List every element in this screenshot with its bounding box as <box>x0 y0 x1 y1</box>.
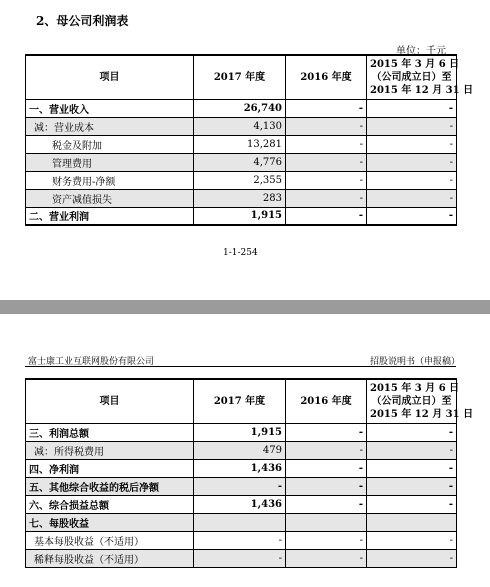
table-row <box>26 207 457 225</box>
col-header-2015-line1: 2015 年 3 月 6 日 <box>370 382 460 394</box>
cell-2017: 1,436 <box>194 495 286 513</box>
cell-2015: - <box>367 441 457 459</box>
table-row <box>26 513 457 531</box>
cell-2017: 479 <box>194 441 286 459</box>
cell-2017: 283 <box>194 189 286 207</box>
col-header-2015-line3: 2015 年 12 月 31 日 <box>370 84 474 96</box>
section-title: 2、母公司利润表 <box>36 14 129 28</box>
cell-2016: - <box>286 117 367 135</box>
cell-2016: - <box>286 153 367 171</box>
cell-2015: - <box>367 549 457 567</box>
row-label: 二、营业利润 <box>26 207 194 225</box>
running-header-doc-title: 招股说明书（申报稿） <box>370 357 461 367</box>
table-row <box>26 153 457 171</box>
cell-2017: 1,915 <box>194 207 286 225</box>
row-label: 三、利润总额 <box>26 423 194 441</box>
row-label: 减：营业成本 <box>26 117 194 135</box>
cell-2016: - <box>286 99 367 117</box>
cell-2017: 4,130 <box>194 117 286 135</box>
cell-2017: 1,915 <box>194 423 286 441</box>
row-label: 四、净利润 <box>26 459 194 477</box>
table-row <box>26 549 457 567</box>
col-header-2016: 2016 年度 <box>286 55 367 99</box>
table-row <box>26 495 457 513</box>
cell-2015: - <box>367 99 457 117</box>
table-row <box>26 477 457 495</box>
table-row <box>26 117 457 135</box>
cell-2017: - <box>194 549 286 567</box>
table-row <box>26 441 457 459</box>
col-header-2015 <box>367 55 474 99</box>
row-label: 资产减值损失 <box>26 189 194 207</box>
cell-2017: 1,436 <box>194 459 286 477</box>
header-rule <box>25 366 456 367</box>
cell-2017: 26,740 <box>194 99 286 117</box>
cell-2016: - <box>286 135 367 153</box>
table-row <box>26 189 457 207</box>
cell-2015: - <box>367 477 457 495</box>
cell-2015: - <box>367 459 457 477</box>
col-header-2017: 2017 年度 <box>194 379 286 423</box>
col-header-2016: 2016 年度 <box>286 379 367 423</box>
table-header-row <box>26 379 457 423</box>
cell-2015: - <box>367 207 457 225</box>
cell-2016: - <box>286 531 367 549</box>
cell-2017 <box>194 513 286 531</box>
row-label: 六、综合损益总额 <box>26 495 194 513</box>
running-header-company: 富士康工业互联网股份有限公司 <box>28 357 155 367</box>
col-header-item: 项目 <box>26 379 194 423</box>
col-header-2015-line1: 2015 年 3 月 6 日 <box>370 58 460 70</box>
cell-2017: 13,281 <box>194 135 286 153</box>
cell-2015 <box>367 513 457 531</box>
row-label: 管理费用 <box>26 153 194 171</box>
cell-2015: - <box>367 423 457 441</box>
col-header-2015-line2: （公司成立日）至 <box>371 395 452 407</box>
table-row <box>26 135 457 153</box>
col-header-2015 <box>367 379 474 423</box>
row-label: 五、其他综合收益的税后净额 <box>26 477 194 495</box>
income-statement-table-1 <box>25 54 474 226</box>
cell-2017: - <box>194 531 286 549</box>
col-header-2015-line3: 2015 年 12 月 31 日 <box>370 408 474 420</box>
cell-2016: - <box>286 171 367 189</box>
cell-2015: - <box>367 153 457 171</box>
table-row <box>26 531 457 549</box>
cell-2015: - <box>367 495 457 513</box>
col-header-2017: 2017 年度 <box>194 55 286 99</box>
cell-2015: - <box>367 171 457 189</box>
cell-2017: 4,776 <box>194 153 286 171</box>
table-row <box>26 171 457 189</box>
col-header-item: 项目 <box>26 55 194 99</box>
cell-2016: - <box>286 189 367 207</box>
table-row <box>26 99 457 117</box>
page-number: 1-1-254 <box>223 248 258 258</box>
cell-2017: - <box>194 477 286 495</box>
table-header-row <box>26 55 457 99</box>
cell-2016: - <box>286 477 367 495</box>
income-statement-table-2 <box>25 378 474 568</box>
cell-2016: - <box>286 207 367 225</box>
cell-2016: - <box>286 423 367 441</box>
row-label: 一、营业收入 <box>26 99 194 117</box>
table-row <box>26 459 457 477</box>
cell-2015: - <box>367 135 457 153</box>
col-header-2015-line2: （公司成立日）至 <box>371 71 452 83</box>
cell-2016: - <box>286 495 367 513</box>
page-separator <box>0 300 490 314</box>
row-label: 减：所得税费用 <box>26 441 194 459</box>
cell-2015: - <box>367 117 457 135</box>
row-label: 稀释每股收益（不适用） <box>26 549 194 567</box>
cell-2017: 2,355 <box>194 171 286 189</box>
table-row <box>26 423 457 441</box>
row-label: 七、每股收益 <box>26 513 194 531</box>
row-label: 财务费用-净额 <box>26 171 194 189</box>
row-label: 税金及附加 <box>26 135 194 153</box>
row-label: 基本每股收益（不适用） <box>26 531 194 549</box>
cell-2016: - <box>286 549 367 567</box>
cell-2016: - <box>286 459 367 477</box>
cell-2016 <box>286 513 367 531</box>
cell-2016: - <box>286 441 367 459</box>
cell-2015: - <box>367 189 457 207</box>
unit-label: 单位：千元 <box>396 46 446 57</box>
cell-2015: - <box>367 531 457 549</box>
